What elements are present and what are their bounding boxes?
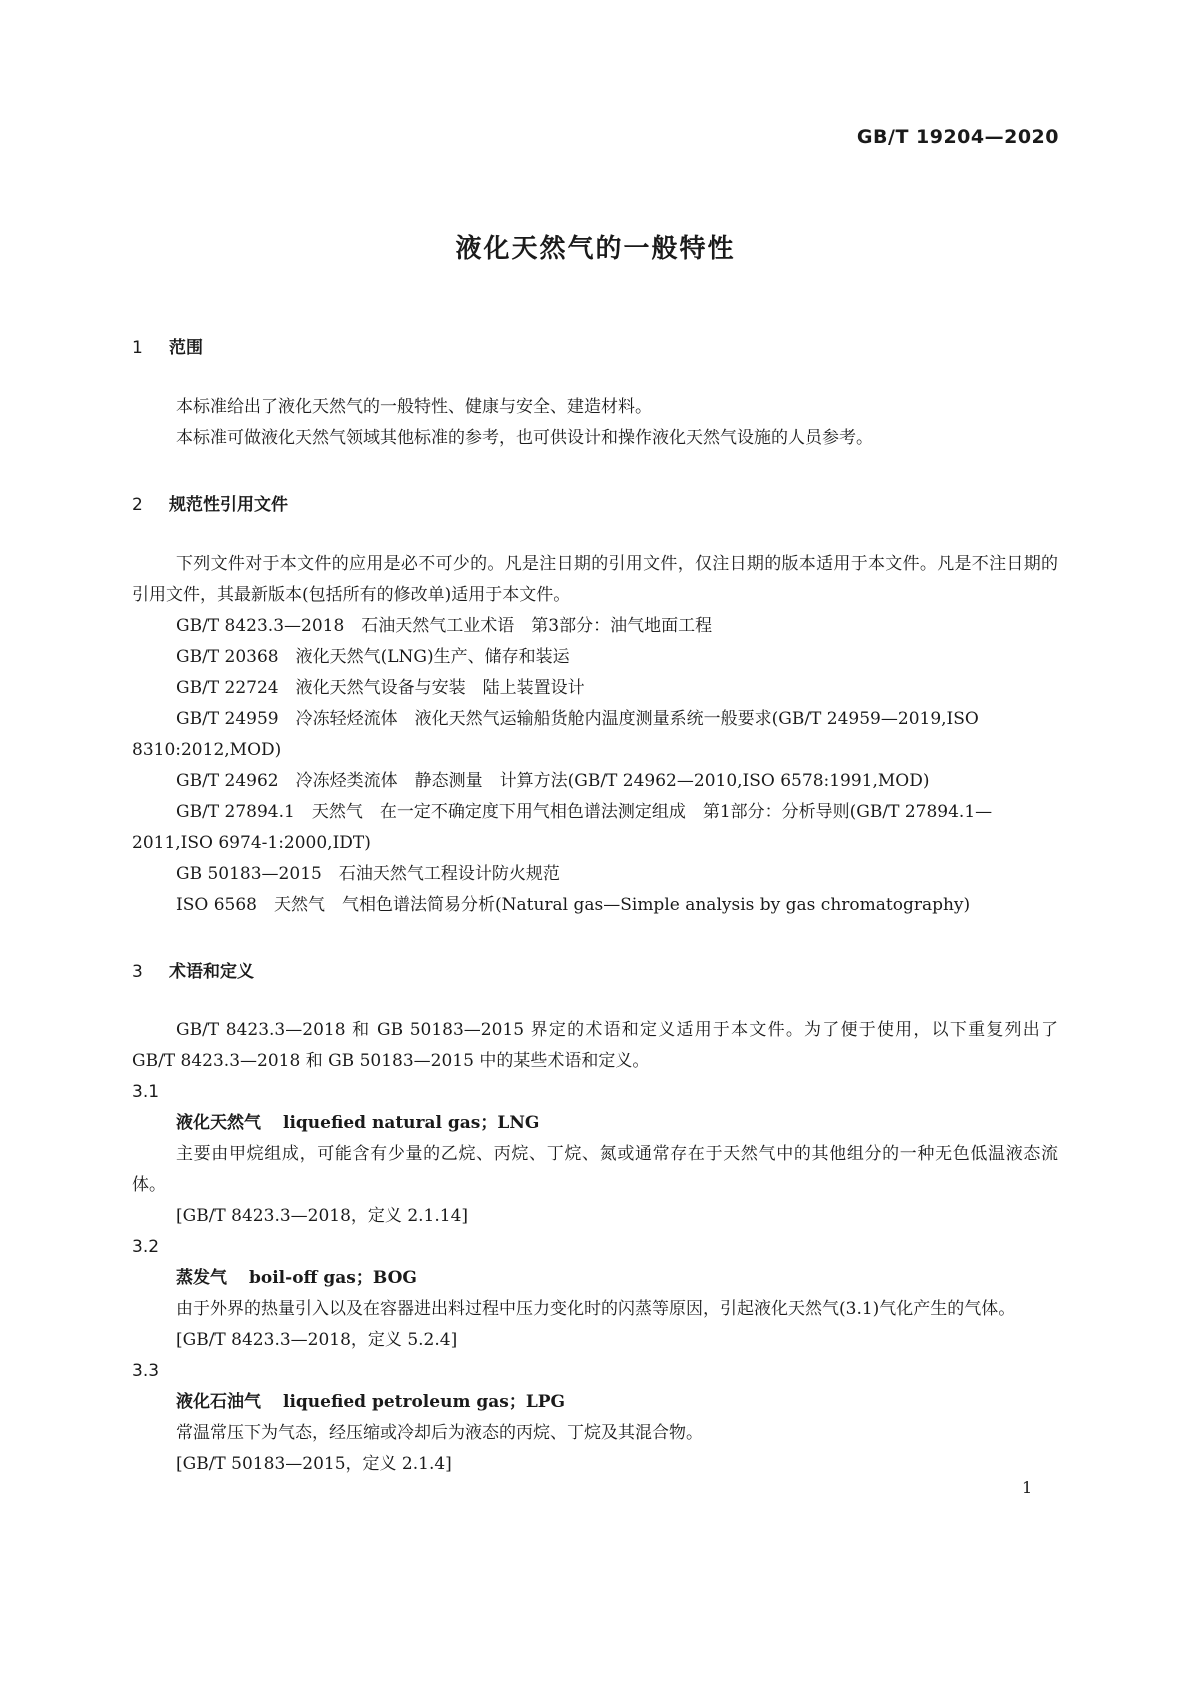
- term-source: [GB/T 8423.3—2018，定义 5.2.4]: [176, 1330, 458, 1350]
- term-entry: [132, 1232, 1058, 1356]
- term-zh: 蒸发气: [176, 1268, 227, 1288]
- term-source: [GB/T 50183—2015，定义 2.1.4]: [176, 1454, 452, 1474]
- term-name: [132, 1263, 1058, 1294]
- section-number: 3: [132, 962, 143, 982]
- term-definition: 常温常压下为气态，经压缩或冷却后为液态的丙烷、丁烷及其混合物。: [176, 1423, 703, 1443]
- section-1-heading: [132, 333, 1058, 363]
- section-2-heading: [132, 490, 1058, 520]
- term-definition: 主要由甲烷组成，可能含有少量的乙烷、丙烷、丁烷、氮或通常存在于天然气中的其他组分的一种无色低温液态流体。: [132, 1144, 1058, 1195]
- section-3-heading: [132, 957, 1058, 987]
- section-title: 规范性引用文件: [169, 495, 288, 515]
- term-en: liquefied petroleum gas；LPG: [283, 1392, 566, 1412]
- term-number: 3.1: [132, 1082, 160, 1102]
- term-en: boil-off gas；BOG: [249, 1268, 417, 1288]
- term-zh: 液化石油气: [176, 1392, 261, 1412]
- term-name: [132, 1108, 1058, 1139]
- reference-item: GB/T 24959 冷冻轻烃流体 液化天然气运输船货舱内温度测量系统一般要求(GB/T 24959—2019,ISO 8310:2012,MOD): [132, 709, 979, 760]
- terms-intro: GB/T 8423.3—2018 和 GB 50183—2015 界定的术语和定义适用于本文件。为了便于使用，以下重复列出了 GB/T 8423.3—2018 和 GB 50183—2015 中的某些术语和定义。: [132, 1020, 1058, 1071]
- section-number: 2: [132, 495, 143, 515]
- term-source: [GB/T 8423.3—2018，定义 2.1.14]: [176, 1206, 469, 1226]
- term-zh: 液化天然气: [176, 1113, 261, 1133]
- section-number: 1: [132, 338, 143, 358]
- term-number: 3.2: [132, 1237, 160, 1257]
- term-entry: [132, 1356, 1058, 1480]
- section-title: 术语和定义: [169, 962, 254, 982]
- reference-item: GB/T 22724 液化天然气设备与安装 陆上装置设计: [176, 678, 585, 698]
- reference-item: ISO 6568 天然气 气相色谱法简易分析(Natural gas—Simple analysis by gas chromatography): [176, 895, 971, 915]
- reference-item: GB/T 27894.1 天然气 在一定不确定度下用气相色谱法测定组成 第1部分：分析导则(GB/T 27894.1—2011,ISO 6974-1:2000,IDT): [132, 802, 993, 853]
- term-entry: [132, 1077, 1058, 1232]
- reference-item: GB/T 8423.3—2018 石油天然气工业术语 第3部分：油气地面工程: [176, 616, 713, 636]
- document-title: 液化天然气的一般特性: [455, 234, 736, 264]
- term-number: 3.3: [132, 1361, 160, 1381]
- page-number: 1: [1022, 1478, 1033, 1497]
- reference-item: GB/T 24962 冷冻烃类流体 静态测量 计算方法(GB/T 24962—2010,ISO 6578:1991,MOD): [176, 771, 930, 791]
- document-body: [132, 333, 1058, 1480]
- reference-item: GB 50183—2015 石油天然气工程设计防火规范: [176, 864, 560, 884]
- reference-item: GB/T 20368 液化天然气(LNG)生产、储存和装运: [176, 647, 570, 667]
- scope-paragraph-2: 本标准可做液化天然气领域其他标准的参考，也可供设计和操作液化天然气设施的人员参考。: [176, 428, 873, 448]
- standard-number: GB/T 19204—2020: [856, 126, 1059, 148]
- term-en: liquefied natural gas；LNG: [283, 1113, 540, 1133]
- references-intro: 下列文件对于本文件的应用是必不可少的。凡是注日期的引用文件，仅注日期的版本适用于本文件。凡是不注日期的引用文件，其最新版本(包括所有的修改单)适用于本文件。: [132, 554, 1058, 605]
- term-definition: 由于外界的热量引入以及在容器进出料过程中压力变化时的闪蒸等原因，引起液化天然气(3.1)气化产生的气体。: [176, 1299, 1016, 1319]
- section-title: 范围: [169, 338, 203, 358]
- term-name: [132, 1387, 1058, 1418]
- scope-paragraph-1: 本标准给出了液化天然气的一般特性、健康与安全、建造材料。: [176, 397, 652, 417]
